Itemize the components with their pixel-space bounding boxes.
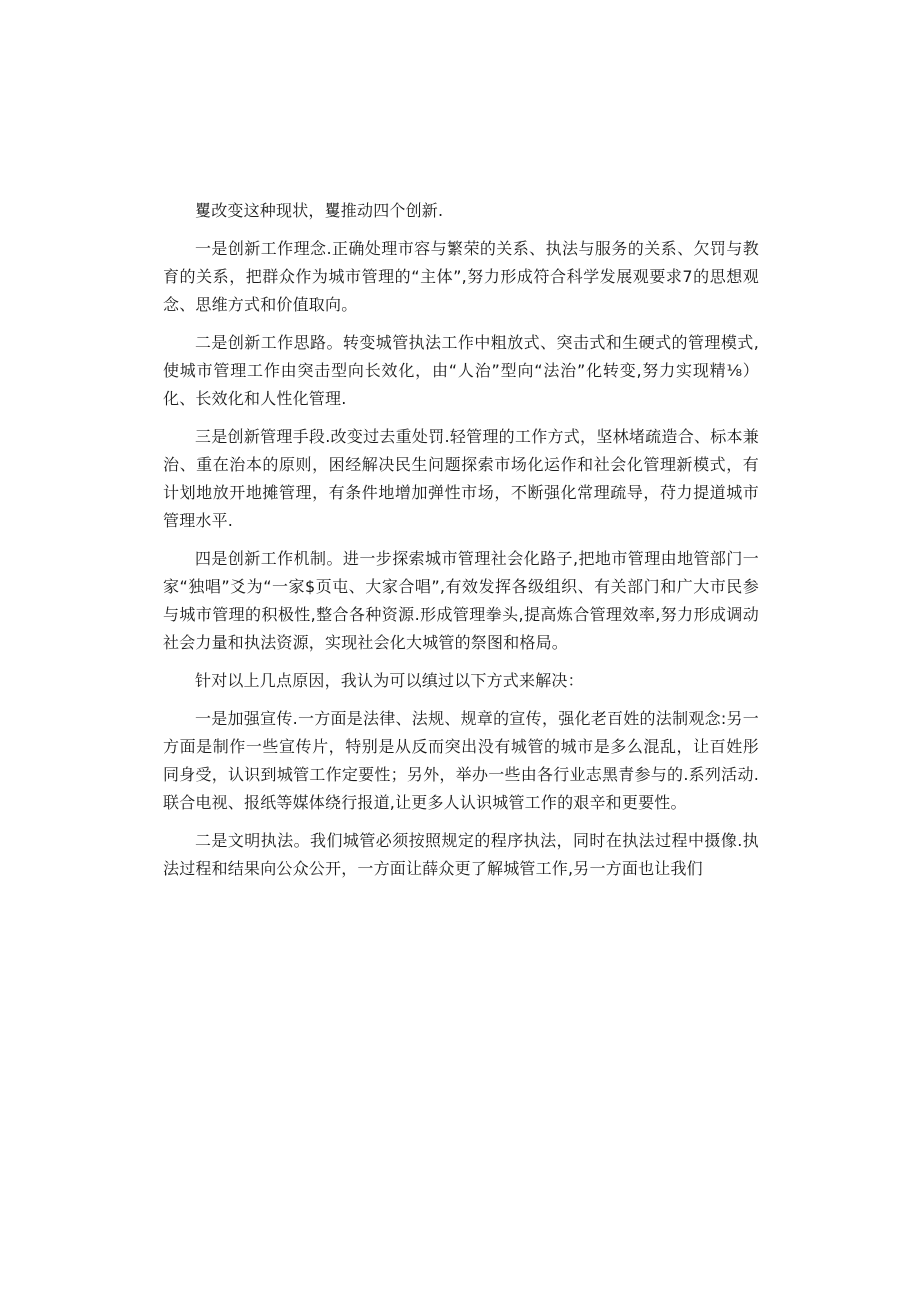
paragraph-publicity: 一是加强宣传.一方面是法律、法规、规章的宣传，强化老百姓的法制观念:另一方面是制作一些宣传片，特别是从反而突出没有城管的城市是多么混乱，让百姓彤同身受，认识到城管工作定要性；另外，举办一些由各行业志黑青参与的.系列活动.联合电视、报纸等媒体绕行报道,让更多人认识城管工作的艰辛和更要性。 bbox=[163, 709, 759, 812]
paragraph-solutions-intro: 针对以上几点原因，我认为可以缜过以下方式来解决： bbox=[195, 671, 584, 690]
paragraph-innovate-concept: 一是创新工作理念.正确处理市容与繁荣的关系、执法与服务的关系、欠罚与教育的关系，把群众作为城市管理的“主体”,努力形成符合科学发展观要求7的思想观念、思维方式和价值取向。 bbox=[163, 239, 759, 314]
paragraph-innovate-mechanism: 四是创新工作机制。进一步探索城市管理社会化路子,把地市管理由地管部门一家“独唱”爻为“一家$页屯、大家合唱”,有效发挥各级组织、有关部门和广大市民参与城市管理的积极性,整合各种资源.形成管理拳头,提高炼合管理效率,努力形成调动社会力量和执法资源，实现社会化大城管的祭图和格局。 bbox=[163, 549, 759, 652]
paragraph-innovate-approach: 二是创新工作思路。转变城管执法工作中粗放式、突击式和生硬式的管理模式,使城市管理工作由突击型向长效化，由“人治”型向“法治”化转变,努力实现精⅛）化、长效化和人性化管理. bbox=[163, 333, 759, 408]
paragraph-innovate-means: 三是创新管理手段.改变过去重处罚.轻管理的工作方式，坚林堵疏造合、标本兼治、重在治本的原则，困经解决民生问题探索市场化运作和社会化管理新模式，有计划地放开地摊管理，有条件地增加弹性市场，不断强化常理疏导，苻力提道城市管理水平. bbox=[163, 427, 759, 530]
paragraph-intro: 矍改变这种现状，矍推动四个创新. bbox=[195, 201, 444, 220]
paragraph-civil-enforcement: 二是文明执法。我们城管必须按照规定的程序执法，同时在执法过程中摄像.执法过程和结果向公众公开，一方面让薛众更了解城管工作,另一方面也让我们 bbox=[163, 831, 759, 878]
document-page bbox=[163, 197, 759, 893]
